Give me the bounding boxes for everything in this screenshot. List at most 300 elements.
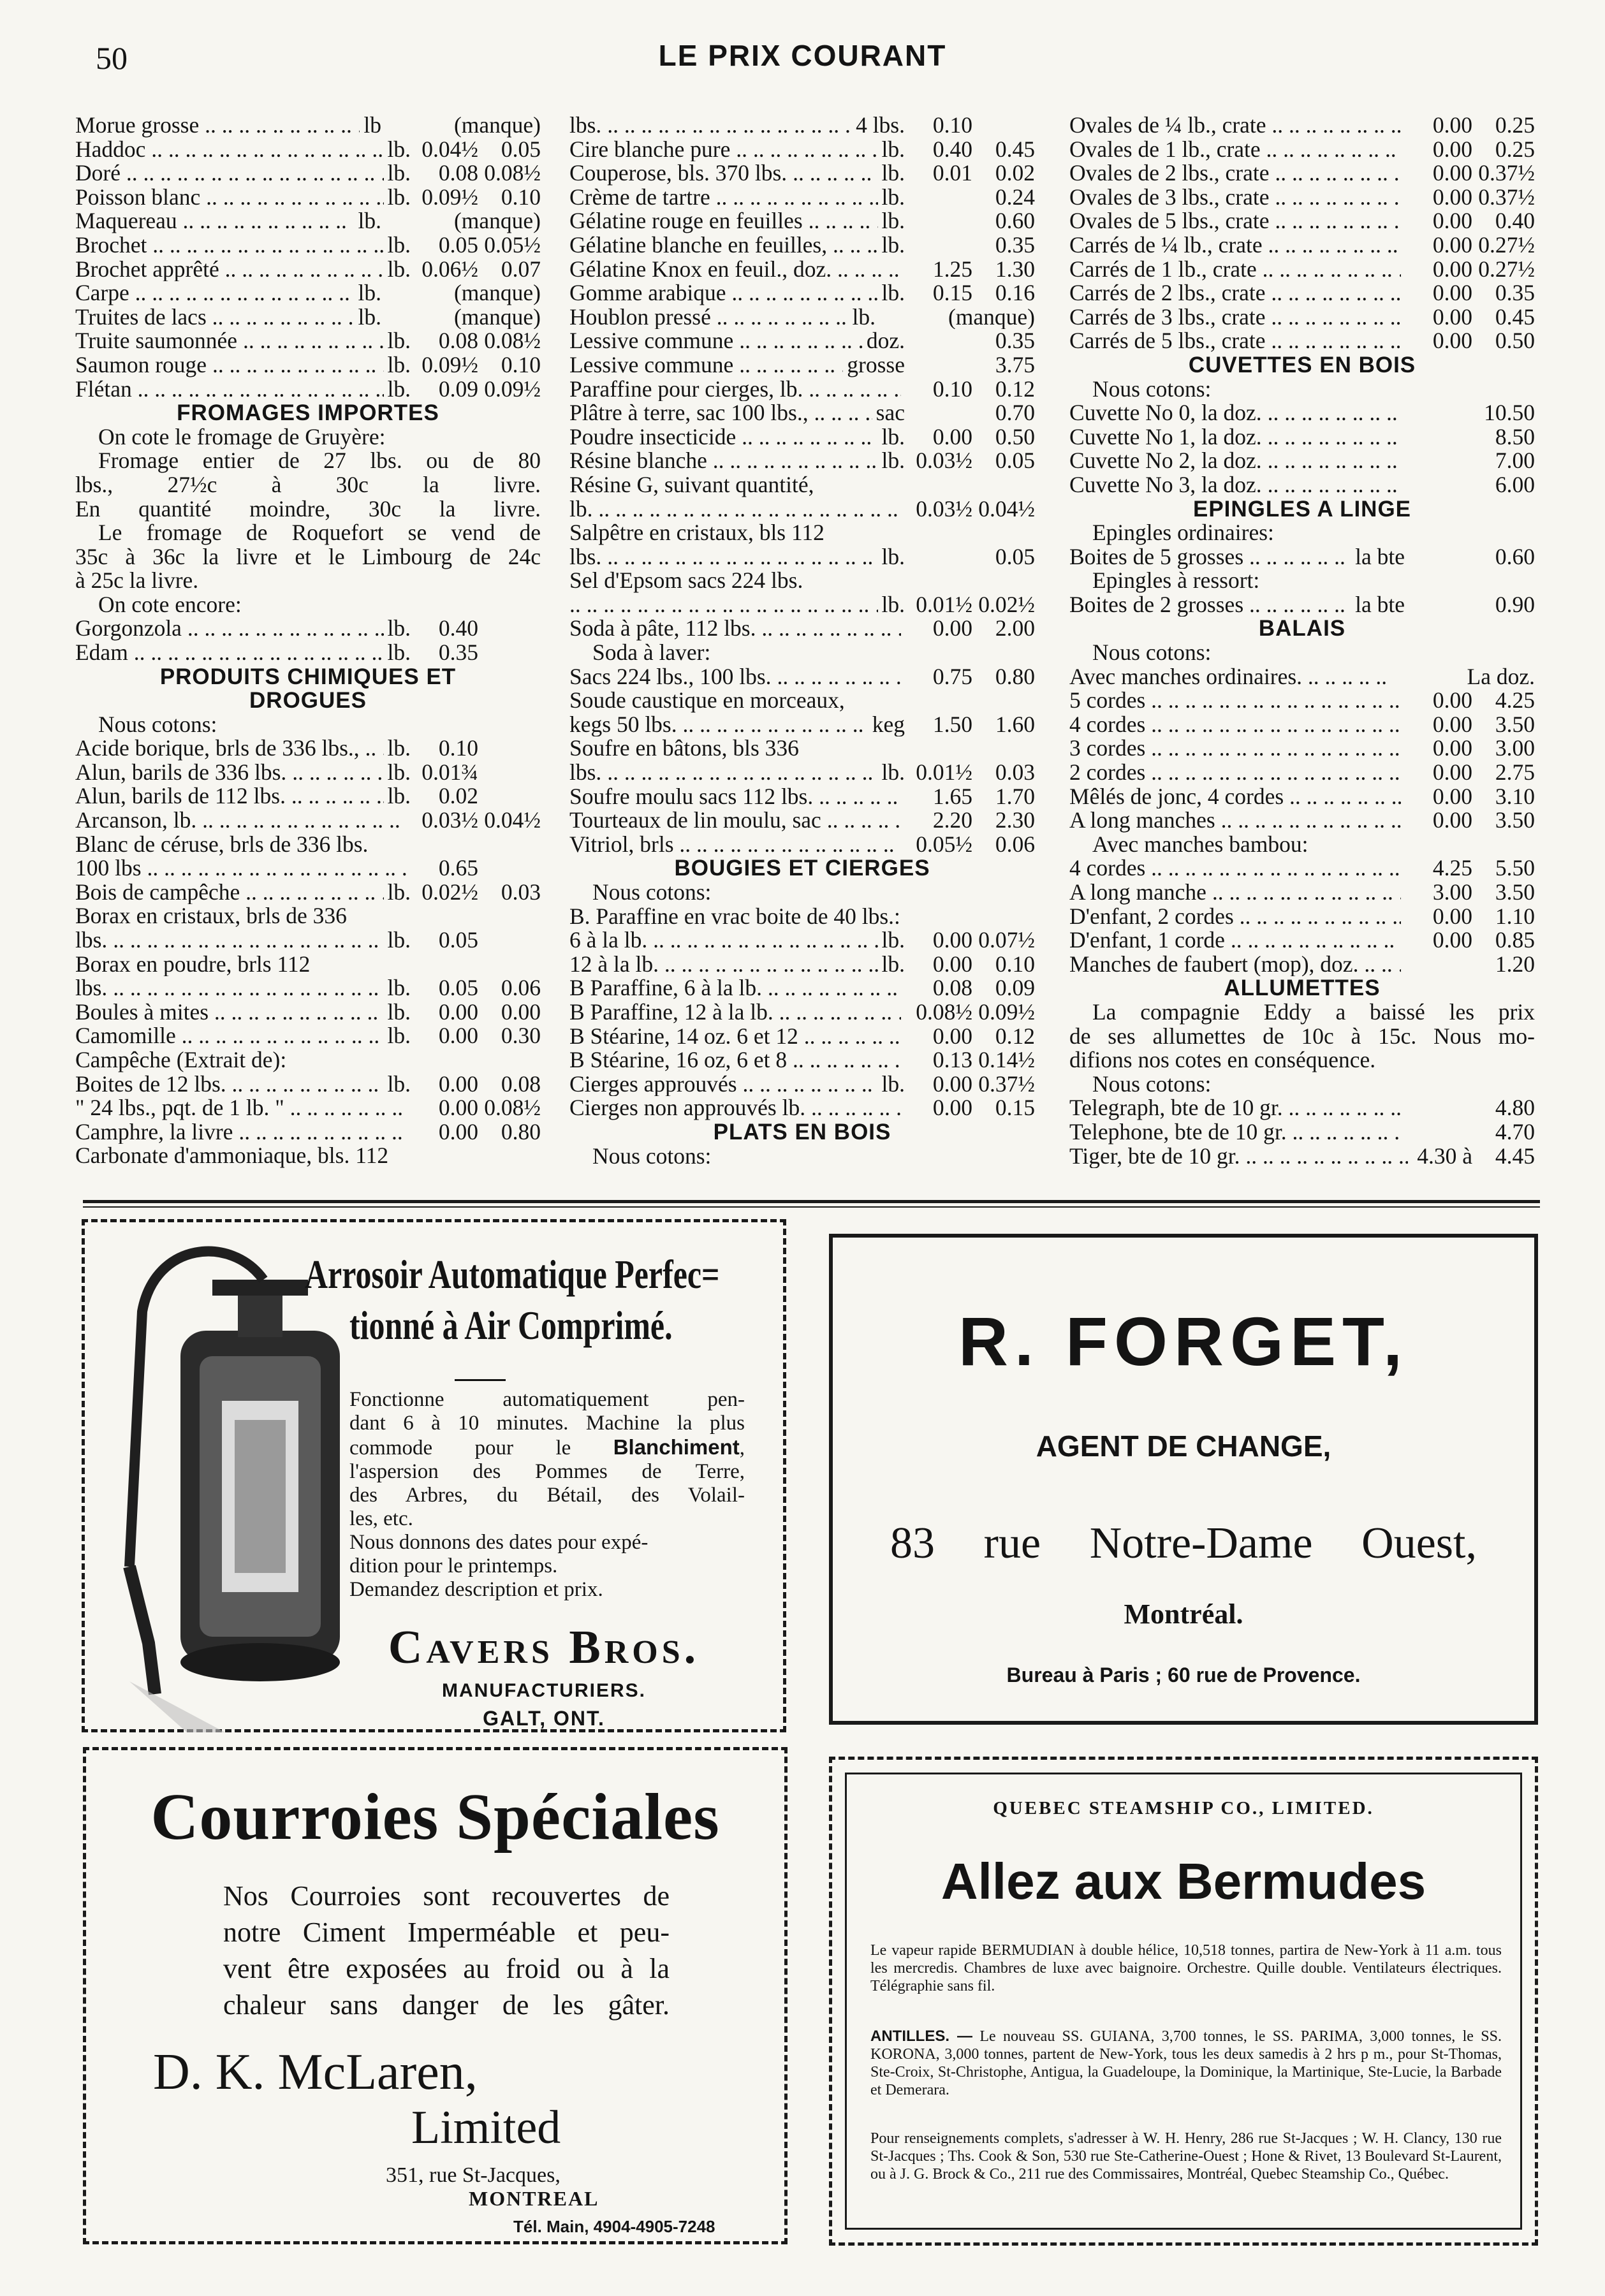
item-name: Poisson blanc .. .. bbox=[75, 186, 384, 210]
price-row bbox=[75, 881, 541, 905]
price-low bbox=[1410, 1096, 1472, 1120]
price-high: 0.02½ bbox=[978, 592, 1035, 617]
price-low: 3.00 bbox=[1432, 881, 1472, 905]
price-low: 0.35 bbox=[438, 641, 478, 665]
item-unit: lb. bbox=[881, 592, 905, 617]
item-unit bbox=[901, 377, 910, 402]
price-row bbox=[1069, 113, 1535, 138]
arrosoir-text: dant 6 à 10 minutes. Machine la plus bbox=[349, 1412, 745, 1435]
item-name: lbs. .. .. bbox=[75, 976, 384, 1000]
price-low bbox=[1410, 1120, 1472, 1144]
item-unit bbox=[1391, 665, 1400, 689]
item-name: Vitriol, brls .. .. bbox=[569, 833, 901, 857]
price-row bbox=[569, 449, 1035, 473]
item-unit: lb. bbox=[881, 137, 905, 162]
page-number: 50 bbox=[96, 40, 128, 76]
price-row bbox=[75, 808, 541, 833]
price-low: 0.01½ bbox=[916, 592, 972, 617]
price-low: 0.03½ bbox=[421, 808, 478, 833]
item-line: Borax en poudre, brls 112 bbox=[75, 952, 311, 977]
price-low: 0.10 bbox=[438, 736, 478, 761]
item-unit bbox=[1401, 449, 1410, 473]
item-line: Salpêtre en cristaux, bls 112 bbox=[569, 521, 824, 545]
item-unit bbox=[1401, 808, 1410, 833]
price-row bbox=[1069, 209, 1535, 233]
item-unit bbox=[407, 808, 416, 833]
arrosoir-line bbox=[349, 1578, 745, 1602]
ad-quebec-steamship bbox=[829, 1757, 1538, 2246]
quebec-contact-text: Pour renseignements complets, s'adresser à W. H. Henry, 286 rue St-Jacques ; W. H. Clancy, 130 rue St-Jacques ; Ths. Cook & Son, 530 rue Ste-Catherine-Ouest ; Hone & Rivet, 13 Boulevard St-Laurent, ou à J. G. Brock & Co., 211 rue des Commissaires, Montréal, Quebec Steamship Co., Québec. bbox=[870, 2130, 1502, 2183]
item-name: Mêlés de jonc, 4 cordes .. .. bbox=[1069, 785, 1401, 809]
price-row bbox=[1069, 593, 1535, 617]
item-unit: lb bbox=[363, 113, 381, 138]
price-high: 0.12 bbox=[995, 1024, 1035, 1049]
price-row bbox=[1069, 449, 1535, 473]
price-high: 6.00 bbox=[1495, 472, 1535, 497]
price-row bbox=[1069, 401, 1535, 425]
price-row bbox=[1069, 713, 1535, 737]
item-name: Alun, barils de 336 lbs. .. .. bbox=[75, 761, 384, 785]
price-row bbox=[1069, 1120, 1535, 1144]
section-heading: BOUGIES ET CIERGES bbox=[674, 856, 930, 881]
price-high: 4.45 bbox=[1495, 1144, 1535, 1169]
item-name: Carrés de 1 lb., crate .. .. bbox=[1069, 258, 1401, 282]
arrosoir-text: Fonctionne automatiquement pen- bbox=[349, 1388, 745, 1411]
section-heading: PRODUITS CHIMIQUES ET DROGUES bbox=[159, 664, 457, 713]
arrosoir-text: les, etc. bbox=[349, 1507, 413, 1530]
item-unit: lb. bbox=[387, 736, 411, 761]
price-high: 0.60 bbox=[1495, 545, 1535, 569]
price-low bbox=[386, 305, 449, 330]
price-row bbox=[1069, 425, 1535, 450]
section-heading: EPINGLES A LINGE bbox=[1192, 496, 1412, 522]
item-unit: lb. bbox=[358, 209, 381, 233]
price-high: 0.08½ bbox=[484, 1096, 541, 1120]
price-low: 0.00 bbox=[438, 1024, 478, 1048]
item-unit: lb. bbox=[387, 1000, 411, 1025]
mclaren-limited: Limited bbox=[411, 2102, 561, 2154]
price-low: 0.05 bbox=[438, 928, 478, 953]
item-name: Brochet .. .. bbox=[75, 233, 384, 258]
price-high: 0.90 bbox=[1495, 592, 1535, 617]
item-unit: keg bbox=[872, 712, 905, 737]
price-high: 0.30 bbox=[501, 1024, 541, 1048]
price-row bbox=[75, 1120, 541, 1144]
item-unit: lb. bbox=[358, 305, 381, 330]
price-row bbox=[569, 785, 1035, 809]
price-low: 0.00 bbox=[1432, 784, 1472, 809]
item-unit bbox=[1401, 856, 1410, 881]
price-high: 0.10 bbox=[501, 353, 541, 377]
item-unit bbox=[1401, 473, 1410, 497]
price-low: 1.50 bbox=[932, 712, 972, 737]
price-low: 0.10 bbox=[932, 377, 972, 402]
price-low: 0.00 bbox=[1432, 761, 1472, 785]
item-unit bbox=[1401, 186, 1410, 210]
price-row bbox=[569, 161, 1035, 186]
price-row bbox=[569, 713, 1035, 737]
arrosoir-text: Blanchiment bbox=[613, 1435, 740, 1459]
subheading: Nous cotons: bbox=[592, 1143, 712, 1169]
price-row bbox=[1069, 305, 1535, 330]
price-low: 0.09½ bbox=[421, 353, 478, 377]
price-high: 0.45 bbox=[1495, 305, 1535, 330]
price-high: 0.07½ bbox=[978, 928, 1035, 953]
courroies-line: chaleur sans danger de les gâter. bbox=[223, 1989, 670, 2021]
price-high: 0.40 bbox=[1495, 209, 1535, 233]
price-low: 0.00 bbox=[932, 617, 972, 641]
price-row bbox=[1069, 545, 1535, 569]
price-row bbox=[569, 113, 1035, 138]
price-high: 4.25 bbox=[1495, 689, 1535, 713]
item-unit bbox=[1401, 1120, 1410, 1144]
price-row bbox=[569, 617, 1035, 641]
price-row bbox=[1069, 1144, 1535, 1169]
item-unit: lb. bbox=[881, 928, 905, 953]
item-unit bbox=[901, 1000, 910, 1025]
item-unit bbox=[1401, 258, 1410, 282]
price-low: 0.00 bbox=[1432, 736, 1472, 761]
forget-address: 83 rue Notre-Dame Ouest, bbox=[890, 1519, 1477, 1568]
item-name: Carrés de 3 lbs., crate .. .. bbox=[1069, 305, 1401, 330]
arrosoir-line bbox=[349, 1412, 745, 1435]
price-row bbox=[75, 784, 541, 808]
item-name: Saumon rouge .. .. bbox=[75, 353, 384, 377]
price-row bbox=[569, 953, 1035, 977]
item-name: Ovales de 3 lbs., crate .. .. bbox=[1069, 186, 1401, 210]
price-low bbox=[1410, 473, 1472, 497]
item-unit bbox=[1408, 1144, 1417, 1169]
price-row bbox=[1069, 928, 1535, 953]
subheading: Nous cotons: bbox=[592, 879, 712, 905]
item-name: Acide borique, brls de 336 lbs., .. .. bbox=[75, 736, 384, 761]
item-name: lbs. .. .. bbox=[569, 545, 878, 569]
arrosoir-company: Cavers Bros. bbox=[388, 1621, 700, 1674]
price-low: 0.13 bbox=[932, 1048, 972, 1072]
price-high: 0.06 bbox=[501, 976, 541, 1000]
price-high: 0.05 bbox=[995, 449, 1035, 473]
item-unit bbox=[1401, 233, 1410, 258]
item-name: Crème de tartre .. .. bbox=[569, 186, 878, 210]
item-name: D'enfant, 1 corde .. .. bbox=[1069, 928, 1401, 953]
item-name: Manches de faubert (mop), doz. .. .. bbox=[1069, 953, 1401, 977]
item-name: A long manches .. .. bbox=[1069, 808, 1401, 833]
price-low: 0.00 bbox=[932, 952, 972, 977]
ad-arrosoir bbox=[82, 1219, 786, 1732]
note-line: Le fromage de Roquefort se vend de bbox=[98, 520, 541, 546]
price-row bbox=[569, 425, 1035, 450]
item-name: Résine blanche .. .. bbox=[569, 449, 878, 473]
price-high: 0.35 bbox=[995, 329, 1035, 353]
price-high: (manque) bbox=[948, 305, 1035, 330]
price-row bbox=[75, 1000, 541, 1025]
arrosoir-body bbox=[349, 1388, 745, 1602]
price-row bbox=[1069, 329, 1535, 353]
item-line: Sel d'Epsom sacs 224 lbs. bbox=[569, 569, 803, 593]
price-high: 0.16 bbox=[995, 281, 1035, 305]
arrosoir-line bbox=[349, 1388, 745, 1412]
price-row bbox=[1069, 689, 1535, 713]
price-row bbox=[569, 1096, 1035, 1120]
item-name: B Stéarine, 16 oz, 6 et 8 .. .. bbox=[569, 1048, 901, 1072]
item-unit: lb. bbox=[387, 928, 411, 953]
price-row bbox=[75, 186, 541, 210]
price-high: 0.45 bbox=[995, 137, 1035, 162]
price-low bbox=[386, 209, 449, 233]
item-name: Gélatine blanche en feuilles, .. .. bbox=[569, 233, 878, 258]
price-high: 0.37½ bbox=[1478, 185, 1535, 210]
item-name: Gélatine Knox en feuil., doz. .. .. bbox=[569, 258, 901, 282]
price-high: (manque) bbox=[453, 305, 541, 330]
price-row bbox=[1069, 856, 1535, 881]
price-low: 0.05 bbox=[438, 233, 478, 258]
price-column-2 bbox=[569, 113, 1035, 1168]
antilles-label: ANTILLES. — bbox=[870, 2028, 973, 2045]
price-row bbox=[75, 281, 541, 305]
item-name: Cuvette No 0, la doz. .. .. bbox=[1069, 401, 1401, 425]
price-high: 0.04½ bbox=[978, 497, 1035, 522]
item-name: Plâtre à terre, sac 100 lbs., .. .. bbox=[569, 401, 872, 425]
price-low: 0.01¾ bbox=[421, 760, 478, 785]
item-unit: lb. bbox=[387, 377, 411, 402]
price-row bbox=[1069, 281, 1535, 305]
price-low: 0.00 bbox=[1432, 928, 1472, 953]
note-line: de ses allumettes de 10c à 15c. Nous mo- bbox=[1069, 1023, 1535, 1049]
item-name: 4 cordes .. .. bbox=[1069, 856, 1401, 881]
courroies-title: Courroies Spéciales bbox=[150, 1780, 720, 1854]
item-unit: lb. bbox=[881, 952, 905, 977]
note-line: à 25c la livre. bbox=[75, 567, 199, 594]
courroies-line: Nos Courroies sont recouvertes de bbox=[223, 1880, 670, 1912]
price-low: 0.08½ bbox=[916, 1000, 972, 1025]
price-row bbox=[1069, 881, 1535, 905]
price-high: 0.04½ bbox=[484, 808, 541, 833]
price-low: 0.05 bbox=[438, 976, 478, 1000]
price-low bbox=[910, 329, 972, 353]
forget-city: Montréal. bbox=[1124, 1598, 1243, 1630]
price-high: 1.60 bbox=[995, 712, 1035, 737]
item-name: Ovales de ¼ lb., crate .. .. bbox=[1069, 113, 1401, 138]
price-low: 0.40 bbox=[932, 137, 972, 162]
price-high: 0.05 bbox=[501, 137, 541, 162]
item-unit bbox=[901, 1048, 910, 1072]
item-unit: lb. bbox=[387, 353, 411, 377]
price-high: 0.12 bbox=[995, 377, 1035, 402]
price-low: 0.09½ bbox=[421, 185, 478, 210]
price-low bbox=[910, 401, 972, 425]
item-name: Tiger, bte de 10 gr. .. .. bbox=[1069, 1144, 1408, 1169]
price-high bbox=[478, 736, 541, 761]
item-line: Soude caustique en morceaux, bbox=[569, 689, 845, 713]
price-high: 0.07 bbox=[501, 257, 541, 282]
price-row bbox=[569, 1048, 1035, 1072]
item-name: Boites de 12 lbs. .. .. bbox=[75, 1072, 384, 1097]
price-low: 0.00 bbox=[932, 425, 972, 450]
price-high: (manque) bbox=[453, 113, 541, 138]
price-low: 0.00 bbox=[1432, 185, 1472, 210]
arrosoir-manufacturers: MANUFACTURIERS. bbox=[442, 1680, 646, 1701]
price-high: 0.25 bbox=[1495, 137, 1535, 162]
price-low: 0.00 bbox=[438, 1096, 478, 1120]
arrosoir-line bbox=[349, 1435, 745, 1460]
item-unit: lb. bbox=[387, 233, 411, 258]
item-unit: lb. bbox=[881, 449, 905, 473]
price-low: 0.02 bbox=[438, 784, 478, 809]
price-row bbox=[569, 665, 1035, 689]
item-unit bbox=[1401, 928, 1410, 953]
item-unit bbox=[1401, 1096, 1410, 1120]
price-row bbox=[75, 736, 541, 761]
item-name: Boites de 2 grosses .. .. bbox=[1069, 593, 1351, 617]
item-name: Doré .. .. bbox=[75, 161, 384, 186]
item-name: Gélatine rouge en feuilles .. .. bbox=[569, 209, 878, 233]
price-low bbox=[1410, 953, 1472, 977]
note-line: 35c à 36c la livre et le Limbourg de 24c bbox=[75, 543, 541, 569]
price-low: 0.03½ bbox=[916, 449, 972, 473]
forget-name: R. FORGET, bbox=[958, 1303, 1409, 1380]
item-name: Boites de 5 grosses .. .. bbox=[1069, 545, 1351, 569]
arrosoir-text: , bbox=[739, 1437, 745, 1459]
note-line: lbs., 27½c à 30c la livre. bbox=[75, 471, 541, 497]
price-row bbox=[1069, 233, 1535, 258]
price-high: 0.08½ bbox=[484, 161, 541, 186]
courroies-line: notre Ciment Imperméable et peu- bbox=[223, 1917, 670, 1948]
price-row bbox=[75, 305, 541, 330]
price-low: 0.08 bbox=[932, 976, 972, 1000]
price-high: (manque) bbox=[453, 209, 541, 233]
price-low bbox=[1410, 593, 1472, 617]
subheading: Epingles à ressort: bbox=[1092, 567, 1260, 594]
price-high: 0.85 bbox=[1495, 928, 1535, 953]
price-high bbox=[478, 928, 541, 953]
item-name: 6 à la lb. .. .. bbox=[569, 928, 878, 953]
price-low: 0.00 bbox=[438, 1072, 478, 1097]
item-name: Cuvette No 3, la doz. .. .. bbox=[1069, 473, 1401, 497]
price-high: 2.75 bbox=[1495, 761, 1535, 785]
price-high: 0.37½ bbox=[1478, 161, 1535, 186]
price-row bbox=[569, 1072, 1035, 1097]
price-high: 0.10 bbox=[501, 185, 541, 210]
item-name: Soda à pâte, 112 lbs. .. .. bbox=[569, 617, 901, 641]
price-low bbox=[1400, 665, 1462, 689]
note-paragraph bbox=[1069, 1000, 1535, 1072]
price-high: 8.50 bbox=[1495, 425, 1535, 450]
price-high: 3.10 bbox=[1495, 784, 1535, 809]
price-column-1 bbox=[75, 113, 541, 1168]
item-name: Soufre moulu sacs 112 lbs. .. .. bbox=[569, 785, 901, 809]
price-high: 0.35 bbox=[995, 233, 1035, 258]
item-name: Ovales de 1 lb., crate .. .. bbox=[1069, 138, 1401, 162]
item-unit bbox=[407, 1120, 416, 1144]
price-row bbox=[75, 928, 541, 953]
price-low: 0.00 bbox=[1432, 209, 1472, 233]
item-name: Carpe .. .. bbox=[75, 281, 354, 305]
item-unit bbox=[1401, 209, 1410, 233]
price-low bbox=[910, 233, 972, 258]
item-line: Borax en cristaux, brls de 336 bbox=[75, 904, 347, 928]
ad-courroies bbox=[83, 1747, 788, 2244]
price-low: 0.03½ bbox=[916, 497, 972, 522]
price-high: 0.27½ bbox=[1478, 257, 1535, 282]
price-high: 0.24 bbox=[995, 185, 1035, 210]
price-low: 0.00 bbox=[932, 1096, 972, 1120]
price-row bbox=[569, 833, 1035, 857]
price-low bbox=[910, 209, 972, 233]
double-rule-bottom bbox=[83, 1206, 1540, 1208]
price-row bbox=[569, 377, 1035, 402]
price-high bbox=[478, 784, 541, 808]
item-name: Cierges approuvés .. .. bbox=[569, 1072, 878, 1097]
price-row bbox=[569, 1025, 1035, 1049]
subheading: Nous cotons: bbox=[98, 711, 217, 737]
item-unit: lb. bbox=[387, 257, 411, 282]
price-high: 0.14½ bbox=[978, 1048, 1035, 1072]
price-row bbox=[569, 353, 1035, 377]
price-high: 0.00 bbox=[501, 1000, 541, 1025]
arrosoir-line bbox=[349, 1484, 745, 1507]
item-unit bbox=[901, 617, 910, 641]
subheading: On cote le fromage de Gruyère: bbox=[98, 423, 386, 450]
price-low: 0.75 bbox=[932, 664, 972, 689]
price-high: 0.50 bbox=[995, 425, 1035, 450]
price-high bbox=[478, 617, 541, 641]
price-low: 0.00 bbox=[1432, 329, 1472, 353]
note-paragraph bbox=[75, 449, 541, 593]
price-row bbox=[1069, 258, 1535, 282]
price-high: 7.00 bbox=[1495, 449, 1535, 473]
item-name: lbs. .. .. bbox=[569, 113, 852, 138]
item-name: Ovales de 5 lbs., crate .. .. bbox=[1069, 209, 1401, 233]
courroies-body bbox=[223, 1878, 670, 2023]
item-unit bbox=[1401, 329, 1410, 353]
item-name: Telephone, bte de 10 gr. .. .. bbox=[1069, 1120, 1401, 1144]
item-name: Morue grosse .. .. bbox=[75, 113, 360, 138]
item-name: " 24 lbs., pqt. de 1 lb. " .. .. bbox=[75, 1096, 407, 1120]
item-name: Gorgonzola .. .. bbox=[75, 617, 384, 641]
arrosoir-text: l'aspersion des Pommes de Terre, bbox=[349, 1460, 745, 1483]
price-row bbox=[75, 329, 541, 353]
price-row bbox=[1069, 808, 1535, 833]
item-name: Cire blanche pure .. .. bbox=[569, 138, 878, 162]
price-row bbox=[75, 641, 541, 665]
price-low bbox=[910, 186, 972, 210]
price-low bbox=[1410, 401, 1472, 425]
price-high: 0.50 bbox=[1495, 329, 1535, 353]
price-high: 0.80 bbox=[501, 1120, 541, 1144]
price-low: 0.09 bbox=[438, 377, 478, 402]
price-column-3 bbox=[1069, 113, 1535, 1168]
arrosoir-line bbox=[349, 1531, 745, 1554]
item-name: Carrés de 5 lbs., crate .. .. bbox=[1069, 329, 1401, 353]
price-row bbox=[75, 353, 541, 377]
item-name: B Paraffine, 12 à la lb. .. .. bbox=[569, 1000, 901, 1025]
price-low: 0.00 bbox=[1432, 305, 1472, 330]
item-unit: lb. bbox=[387, 1072, 411, 1097]
item-unit: lb. bbox=[852, 305, 876, 330]
item-name: Carrés de ¼ lb., crate .. .. bbox=[1069, 233, 1401, 258]
item-unit bbox=[901, 976, 910, 1000]
item-unit: lb. bbox=[881, 545, 905, 569]
subheading: Nous cotons: bbox=[1092, 1071, 1212, 1097]
price-low: 0.02½ bbox=[421, 880, 478, 905]
item-name: Arcanson, lb. .. .. bbox=[75, 808, 407, 833]
price-low: 0.65 bbox=[438, 856, 478, 881]
item-unit: grosse bbox=[847, 353, 905, 377]
arrosoir-title-line2: tionné à Air Comprimé. bbox=[349, 1303, 673, 1348]
arrosoir-text: Demandez description et prix. bbox=[349, 1578, 603, 1601]
price-row bbox=[1069, 761, 1535, 785]
arrosoir-title-line1: Arrosoir Automatique Perfec= bbox=[305, 1252, 720, 1297]
